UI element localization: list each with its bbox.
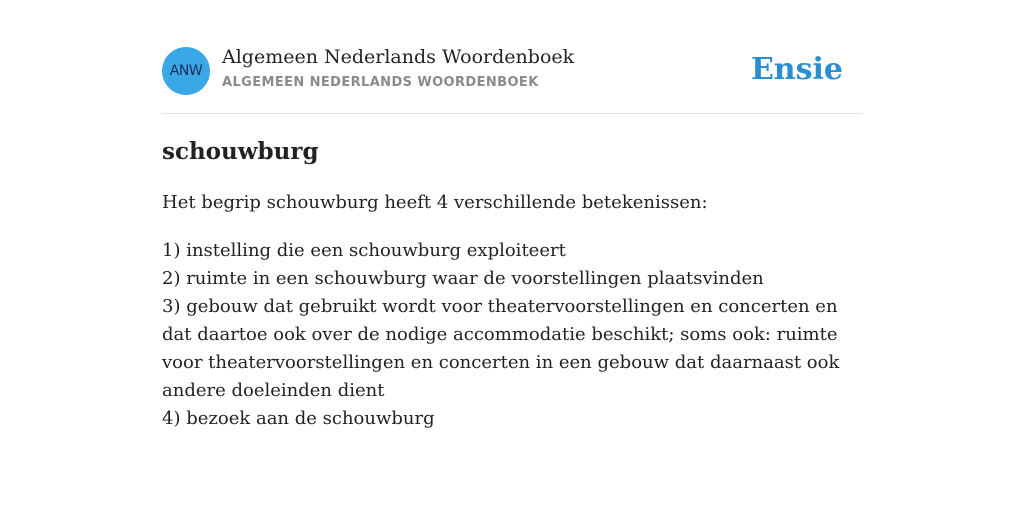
site-header [162,0,862,114]
meaning-item: 3) gebouw dat gebruikt wordt voor theatervoorstellingen en concerten en dat daartoe ook over de nodige accommodatie beschikt; soms ook: ruimte voor theatervoorstellingen en concerten in een gebouw dat daarnaast ook andere doeleinden dient [162,296,840,401]
ensie-brand-logo[interactable]: Ensie [750,52,843,87]
meaning-item: 2) ruimte in een schouwburg waar de voorstellingen plaatsvinden [162,268,764,289]
meaning-item: 1) instelling die een schouwburg exploiteert [162,240,566,261]
site-title[interactable]: Algemeen Nederlands Woordenboek [222,46,575,68]
anw-logo[interactable] [162,47,210,95]
site-subtitle: ALGEMEEN NEDERLANDS WOORDENBOEK [222,75,539,90]
meanings-list [162,237,862,433]
logo-text: ANW [169,63,203,79]
meaning-item: 4) bezoek aan de schouwburg [162,408,435,429]
entry-word: schouwburg [162,138,319,165]
entry-intro: Het begrip schouwburg heeft 4 verschillende betekenissen: [162,192,708,213]
page [162,0,862,429]
